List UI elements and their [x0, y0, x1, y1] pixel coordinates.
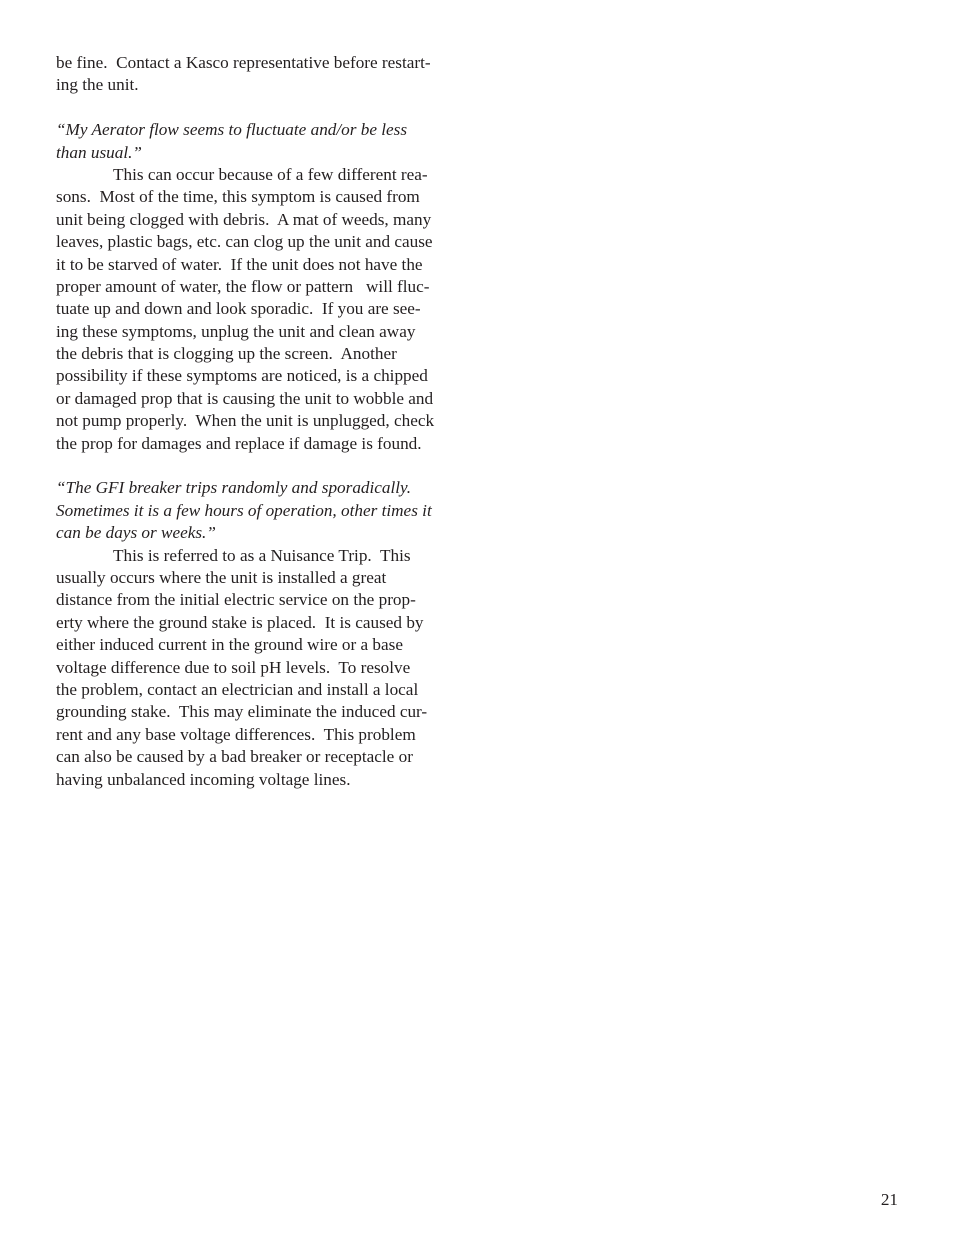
text-line: distance from the initial electric service on the prop-	[56, 590, 416, 610]
text-line: sons. Most of the time, this symptom is caused from	[56, 187, 420, 207]
answer-paragraph	[56, 545, 476, 791]
text-line: not pump properly. When the unit is unplugged, check	[56, 411, 435, 431]
intro-paragraph	[56, 52, 476, 97]
text-line: usually occurs where the unit is installed a great	[56, 567, 387, 587]
text-line: having unbalanced incoming voltage lines.	[56, 769, 351, 789]
text-line: erty where the ground stake is placed. It is caused by	[56, 612, 424, 632]
question-line: Sometimes it is a few hours of operation, other times it	[56, 500, 432, 520]
text-line: tuate up and down and look sporadic. If you are see-	[56, 299, 421, 319]
faq-section-gfi	[56, 477, 476, 790]
answer-paragraph	[56, 164, 476, 455]
paragraph-spacer	[56, 97, 476, 119]
text-line: it to be starved of water. If the unit does not have the	[56, 254, 423, 274]
question-line: can be days or weeks.”	[56, 523, 216, 543]
question-line: than usual.”	[56, 142, 142, 162]
faq-section-flow	[56, 119, 476, 455]
text-line: grounding stake. This may eliminate the induced cur-	[56, 702, 428, 722]
text-line: proper amount of water, the flow or pattern will fluc-	[56, 276, 430, 296]
text-line: or damaged prop that is causing the unit to wobble and	[56, 388, 434, 408]
text-line: possibility if these symptoms are noticed, is a chipped	[56, 366, 428, 386]
text-line: ing the unit.	[56, 75, 139, 95]
paragraph-spacer	[56, 455, 476, 477]
text-line: the prop for damages and replace if damage is found.	[56, 433, 422, 453]
page-number: 21	[880, 1190, 898, 1209]
text-line: the debris that is clogging up the screen. Another	[56, 344, 397, 364]
text-column	[56, 52, 476, 791]
text-line: This is referred to as a Nuisance Trip. This	[113, 545, 411, 565]
text-line: voltage difference due to soil pH levels. To resolve	[56, 657, 411, 677]
text-line: be fine. Contact a Kasco representative before restart-	[56, 53, 431, 72]
text-line: rent and any base voltage differences. This problem	[56, 724, 416, 744]
question-heading	[56, 477, 476, 544]
text-line: can also be caused by a bad breaker or receptacle or	[56, 747, 413, 767]
text-line: ing these symptoms, unplug the unit and clean away	[56, 321, 416, 341]
text-line: unit being clogged with debris. A mat of weeds, many	[56, 209, 432, 229]
question-line: “My Aerator flow seems to fluctuate and/or be less	[56, 120, 408, 140]
text-line: the problem, contact an electrician and install a local	[56, 679, 419, 699]
question-line: “The GFI breaker trips randomly and sporadically.	[56, 478, 412, 498]
text-line: either induced current in the ground wire or a base	[56, 635, 403, 655]
text-line: leaves, plastic bags, etc. can clog up the unit and cause	[56, 232, 433, 252]
question-heading	[56, 119, 476, 164]
text-line: This can occur because of a few different rea-	[113, 164, 428, 184]
